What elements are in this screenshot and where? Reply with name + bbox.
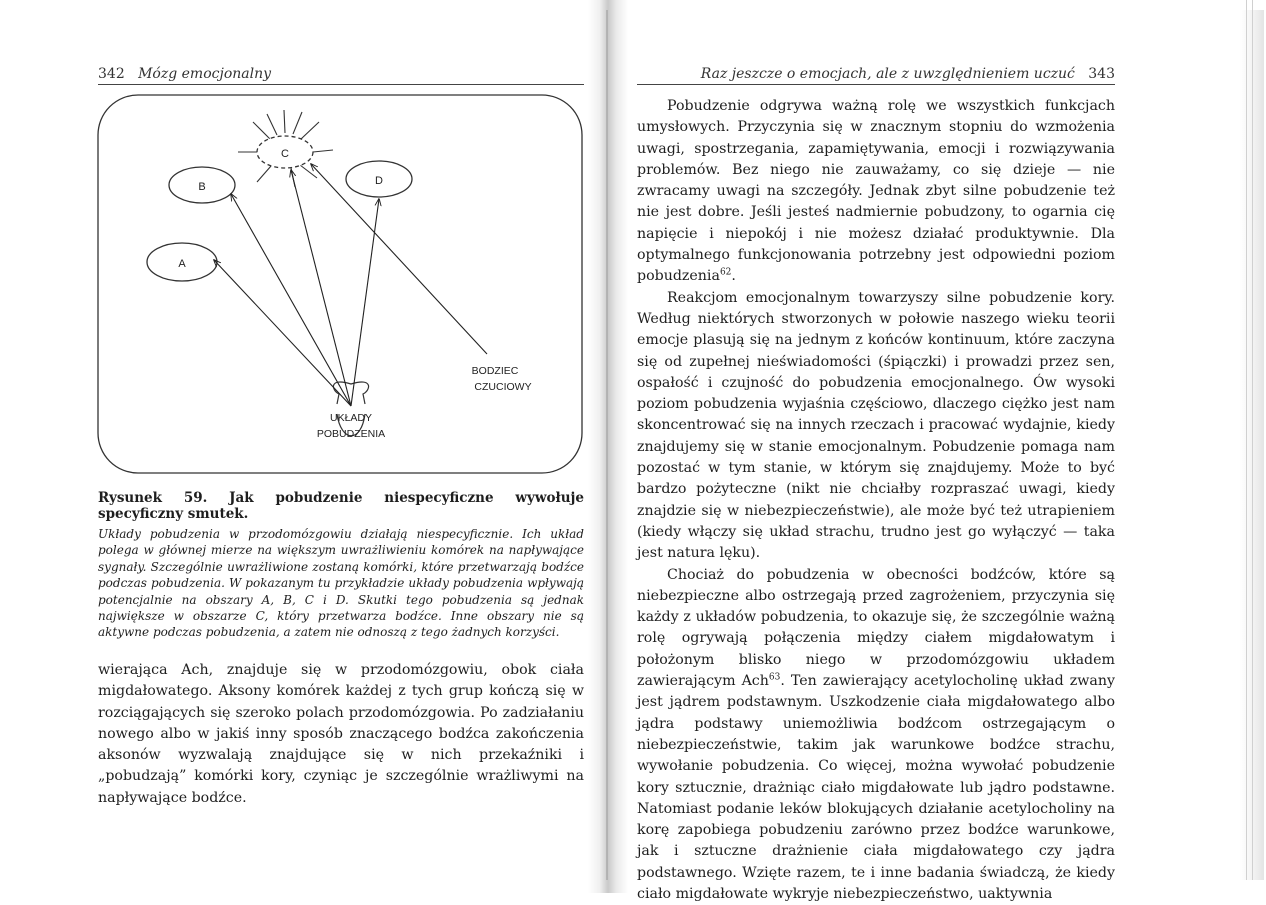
arrow-to-c: [291, 170, 351, 406]
arousal-figure: [95, 92, 587, 477]
arousal-label-line2: POBUDZENIA: [316, 428, 386, 440]
right-running-head: [701, 66, 1115, 82]
left-page-number: 342: [98, 66, 125, 82]
caption-body: Układy pobudzenia w przodomózgowiu działają niespecyficznie. Ich układ polega w głównej mierze na większym uwrażliwieniu komórek na napływające sygnały. Szczególnie uwrażliwione zostaną komórki, które przetwarzają bodźce podczas pobudzenia. W pokazanym tu przykładzie układy pobudzenia wpływają potencjalnie na obszary A, B, C i D. Skutki tego pobudzenia są jednak największe w obszarze C, który przetwarza bodźce. Inne obszary nie są aktywne podczas pobudzenia, a zatem nie odnoszą z tego żadnych korzyści.: [98, 527, 584, 640]
right-body-text: [637, 96, 1115, 905]
right-header-rule: [637, 84, 1115, 85]
region-d-label: D: [375, 175, 383, 187]
left-running-title: Mózg emocjonalny: [138, 66, 272, 82]
region-c-label: C: [281, 148, 289, 160]
region-b-label: B: [198, 181, 206, 193]
right-running-title: Raz jeszcze o emocjach, ale z uwzględnieniem uczuć: [700, 66, 1075, 82]
right-paragraph-3: Chociaż do pobudzenia w obecności bodźców, które są niebezpieczne albo ostrzegają przed zagrożeniem, przyczynia się każdy z układów pobudzenia, to okazuje się, że szczególnie ważną rolę ogrywają połączenia między ciałem migdałowatym i położonym blisko niego w przodomózgowiu układem zawierającym Ach$^{63}$. Ten zawierający acetylocholinę układ zwany jest jądrem podstawnym. Uszkodzenie ciała migdałowatego albo jądra podstawy uniemożliwia bodźcom ostrzegającym o niebezpieczeństwie, takim jak warunkowe bodźce strachu, wywołanie pobudzenia. Co więcej, można wywołać pobudzenie kory sztucznie, drażniąc ciało migdałowate lub jądro podstawne. Natomiast podanie leków blokujących działanie acetylocholiny na korę zapobiega pobudzeniu zarówno przez bodźce warunkowe, jak i sztuczne drażnienie ciała migdałowatego czy jądra podstawnego. Wzięte razem, te i inne badania świadczą, że kiedy ciało migdałowate wykryje niebezpieczeństwo, uaktywnia: [637, 566, 1115, 902]
stimulus-label-line2: CZUCIOWY: [474, 381, 532, 393]
caption-title: Rysunek 59. Jak pobudzenie niespecyficzne wywołuje specyficzny smutek.: [98, 490, 584, 522]
right-page-number: 343: [1088, 66, 1115, 82]
gutter-fold-line: [606, 10, 608, 880]
arrow-to-a: [214, 260, 351, 406]
left-header-rule: [98, 84, 584, 85]
footnote-ref-62: 62: [719, 267, 732, 278]
right-paragraph-2: Reakcjom emocjonalnym towarzyszy silne pobudzenie kory. Według niektórych stworzonych w połowie naszego wieku teorii emocje plasują się na jednym z końców kontinuum, które zaczyna się od zupełnej nieświadomości (śpiączki) i prowadzi przez sen, ospałość i czujność do pobudzenia emocjonalnego. Ów wysoki poziom pobudzenia wyjaśnia częściowo, dlaczego ciężko jest nam skoncentrować się na innych rzeczach i pracować wydajnie, kiedy znajdujemy się w stanie emocjonalnym. Pobudzenie pomaga nam pozostać w tym stanie, w którym się znajdujemy. Może to być bardzo pożyteczne (nikt nie chciałby rozpraszać uwagi, kiedy znajdzie się w niebezpieczeństwie), ale może być też utrapieniem (kiedy włączy się układ strachu, trudno jest go wyłączyć — taka jest natura lęku).: [637, 289, 1115, 562]
right-paragraph-1: Pobudzenie odgrywa ważną rolę we wszystkich funkcjach umysłowych. Przyczynia się w znacznym stopniu do wzmożenia uwagi, spostrzegania, zapamiętywania, emocji i rozwiązywania problemów. Bez niego nie zauważamy, co się dzieje — nie zwracamy uwagi na szczegóły. Jednak zbyt silne pobudzenie też nie jest dobre. Jeśli jesteś nadmiernie pobudzony, to ogarnia cię napięcie i niepokój i nie możesz działać produktywnie. Dla optymalnego funkcjonowania potrzebny jest odpowiedni poziom pobudzenia$^{62}$.: [637, 98, 1115, 285]
footnote-ref-63: 63: [768, 672, 781, 683]
stimulus-label-line1: BODZIEC: [471, 365, 519, 377]
arrow-to-b: [231, 194, 351, 406]
arousal-label-line1: UKŁADY: [329, 412, 373, 424]
left-body-text: [98, 660, 584, 809]
right-page: [625, 0, 1266, 902]
figure-caption: [98, 490, 584, 641]
left-running-head: [98, 66, 271, 82]
arrow-to-d: [351, 199, 379, 406]
left-paragraph: wierająca Ach, znajduje się w przodomózgowiu, obok ciała migdałowatego. Aksony komórek każdej z tych grup kończą się w rozciągających się szeroko polach przodomózgowia. Po zadziałaniu nowego albo w jakiś inny sposób znaczącego bodźca zakończenia aksonów wyzwalają znajdujące się w nich przekaźniki i „pobudzają” komórki kory, czyniąc je szczególnie wrażliwymi na napływające bodźce.: [98, 662, 584, 806]
left-page: [0, 0, 600, 893]
region-a-label: A: [178, 258, 186, 270]
